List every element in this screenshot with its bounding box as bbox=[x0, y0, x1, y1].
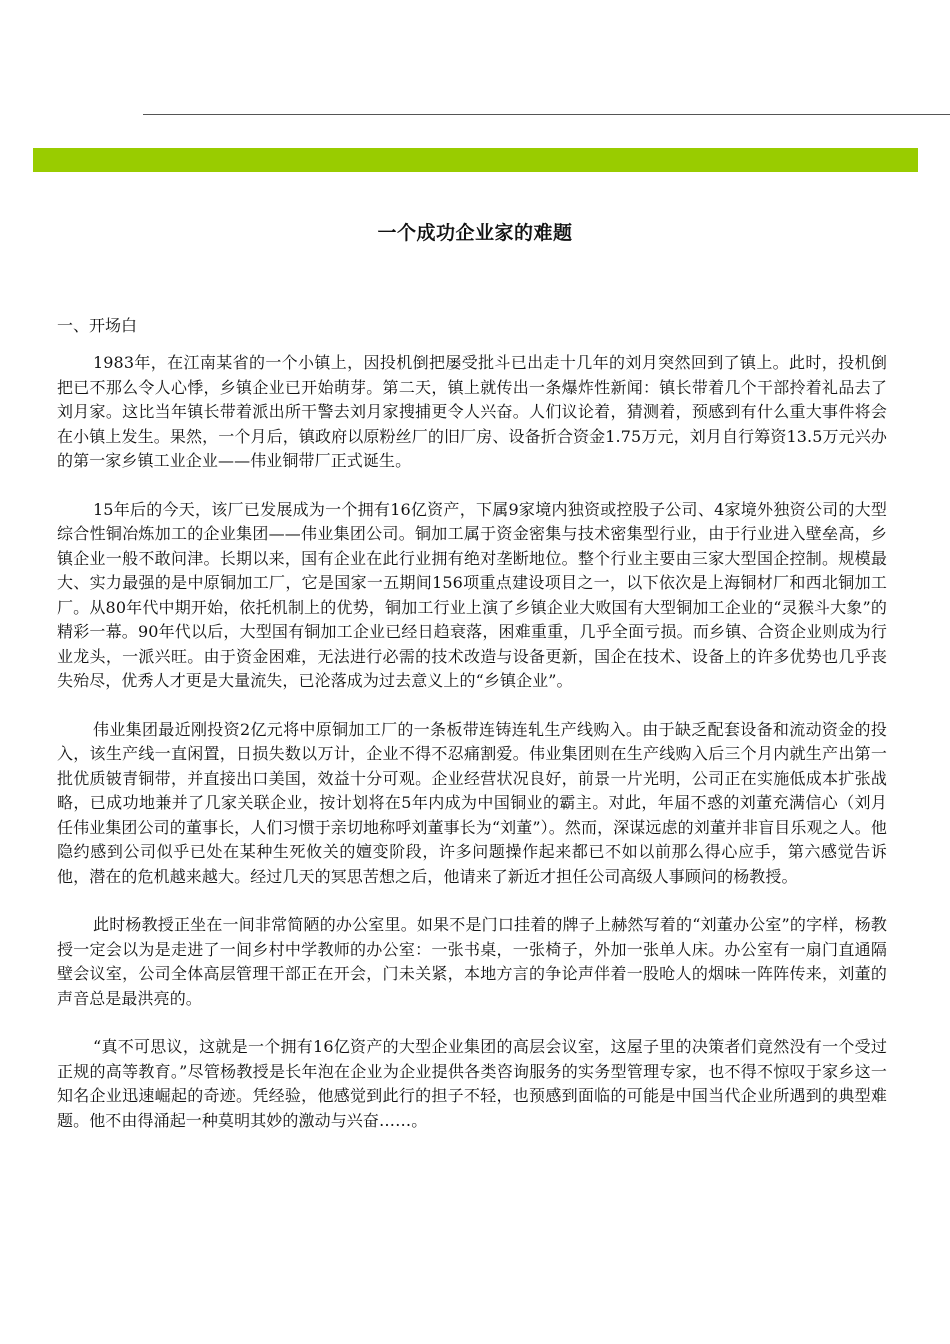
paragraph-2: 15年后的今天，该厂已发展成为一个拥有16亿资产，下属9家境内独资或控股子公司、4家境外独资公司的大型综合性铜冶炼加工的企业集团——伟业集团公司。铜加工属于资金密集与技术密集型行业，由于行业进入壁垒高，乡镇企业一般不敢问津。长期以来，国有企业在此行业拥有绝对垄断地位。整个行业主要由三家大型国企控制。规模最大、实力最强的是中原铜加工厂，它是国家一五期间156项重点建设项目之一，以下依次是上海铜材厂和西北铜加工厂。从80年代中期开始，依托机制上的优势，铜加工行业上演了乡镇企业大败国有大型铜加工企业的“灵猴斗大象”的精彩一幕。90年代以后，大型国有铜加工企业已经日趋衰落，困难重重，几乎全面亏损。而乡镇、合资企业则成为行业龙头，一派兴旺。由于资金困难，无法进行必需的技术改造与设备更新，国企在技术、设备上的许多优势也几乎丧失殆尽，优秀人才更是大量流失，已沦落成为过去意义上的“乡镇企业”。 bbox=[57, 499, 887, 690]
header-rule bbox=[143, 114, 950, 115]
document-title: 一个成功企业家的难题 bbox=[377, 222, 573, 244]
paragraph-5: “真不可思议，这就是一个拥有16亿资产的大型企业集团的高层会议室，这屋子里的决策者们竟然没有一个受过正规的高等教育。”尽管杨教授是长年泡在企业为企业提供各类咨询服务的实务型管理专家，也不得不惊叹于家乡这一知名企业迅速崛起的奇迹。凭经验，他感觉到此行的担子不轻，也预感到面临的可能是中国当代企业所遇到的典型难题。他不由得涌起一种莫明其妙的激动与兴奋……。 bbox=[57, 1037, 887, 1130]
document-body bbox=[57, 351, 887, 1157]
paragraph-4: 此时杨教授正坐在一间非常简陋的办公室里。如果不是门口挂着的牌子上赫然写着的“刘董办公室”的字样，杨教授一定会以为是走进了一间乡村中学教师的办公室：一张书桌，一张椅子，外加一张单人床。办公室有一扇门直通隔壁会议室，公司全体高层管理干部正在开会，门未关紧，本地方言的争论声伴着一股呛人的烟味一阵阵传来，刘董的声音总是最洪亮的。 bbox=[57, 915, 887, 1008]
paragraph-3: 伟业集团最近刚投资2亿元将中原铜加工厂的一条板带连铸连轧生产线购入。由于缺乏配套设备和流动资金的投入，该生产线一直闲置，日损失数以万计，企业不得不忍痛割爱。伟业集团则在生产线购入后三个月内就生产出第一批优质铍青铜带，并直接出口美国，效益十分可观。企业经营状况良好，前景一片光明，公司正在实施低成本扩张战略，已成功地兼并了几家关联企业，按计划将在5年内成为中国铜业的霸主。对此，年届不惑的刘董充满信心（刘月任伟业集团公司的董事长，人们习惯于亲切地称呼刘董事长为“刘董”）。然而，深谋远虑的刘董并非盲目乐观之人。他隐约感到公司似乎已处在某种生死攸关的嬗变阶段，许多问题操作起来都已不如以前那么得心应手，第六感觉告诉他，潜在的危机越来越大。经过几天的冥思苦想之后，他请来了新近才担任公司高级人事顾问的杨教授。 bbox=[57, 719, 887, 886]
paragraph-1: 1983年，在江南某省的一个小镇上，因投机倒把屡受批斗已出走十几年的刘月突然回到了镇上。此时，投机倒把已不那么令人心悸，乡镇企业已开始萌芽。第二天，镇上就传出一条爆炸性新闻：镇长带着几个干部拎着礼品去了刘月家。这比当年镇长带着派出所干警去刘月家搜捕更令人兴奋。人们议论着，猜测着，预感到有什么重大事件将会在小镇上发生。果然，一个月后，镇政府以原粉丝厂的旧厂房、设备折合资金1.75万元，刘月自行筹资13.5万元兴办的第一家乡镇工业企业——伟业铜带厂正式诞生。 bbox=[57, 353, 887, 470]
header-color-band bbox=[33, 148, 918, 172]
section-heading: 一、开场白 bbox=[57, 316, 138, 335]
